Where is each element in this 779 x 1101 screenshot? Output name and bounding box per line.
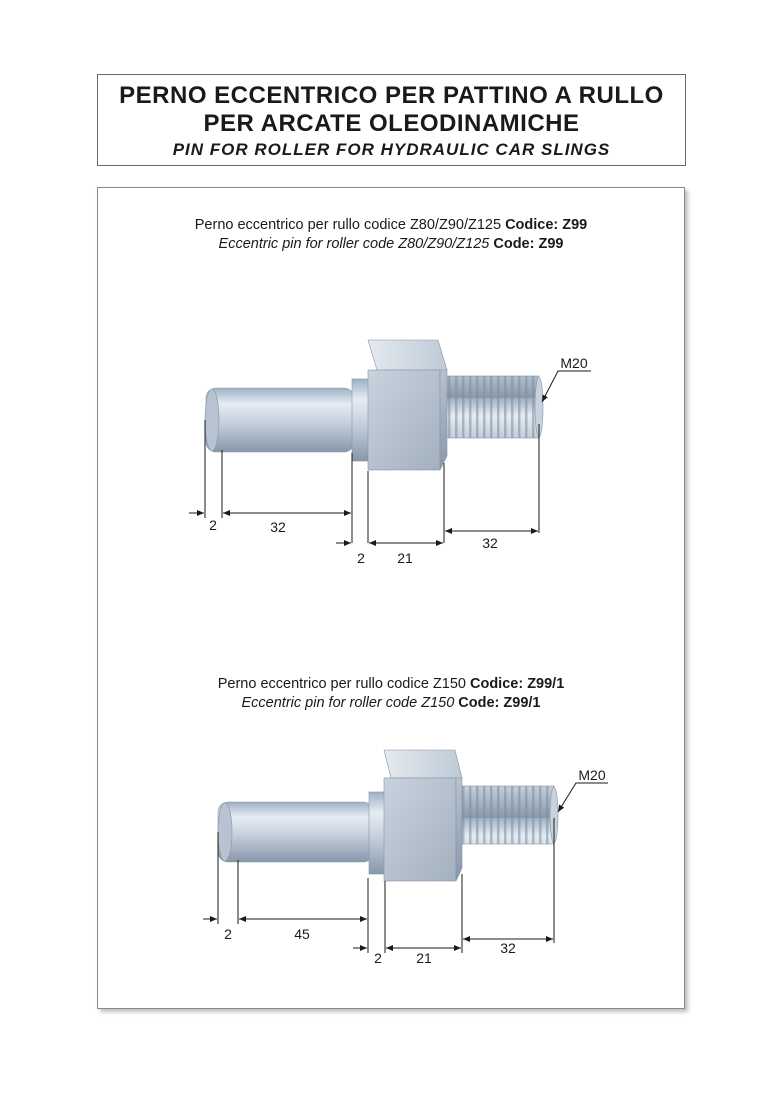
caption-italian-code-2: Codice: Z99/1	[470, 676, 565, 692]
caption-english-code-2: Code: Z99/1	[458, 695, 541, 711]
dim-label-1b: 32	[270, 519, 286, 535]
dim-label-2b: 45	[294, 926, 310, 942]
pin-image-2	[218, 750, 558, 881]
dim-label-2a: 2	[224, 926, 232, 942]
caption-english-text-2: Eccentric pin for roller code Z150	[241, 695, 459, 711]
thread-label-2: M20	[578, 767, 606, 783]
thread-label-1: M20	[560, 355, 588, 371]
dim-label-2d: 21	[416, 950, 432, 966]
title-box	[97, 74, 686, 166]
technical-drawing	[98, 188, 686, 1010]
drawing-panel	[97, 187, 685, 1009]
caption-english-text-1: Eccentric pin for roller code Z80/Z90/Z125	[218, 236, 494, 252]
dim-label-2c: 2	[374, 950, 382, 966]
caption-italian-text-2: Perno eccentrico per rullo codice Z150	[217, 676, 470, 692]
dim-label-1c: 2	[357, 550, 365, 566]
dim-label-1a: 2	[209, 517, 217, 533]
caption-english-code-1: Code: Z99	[493, 236, 564, 252]
title-line-3: PIN FOR ROLLER FOR HYDRAULIC CAR SLINGS	[172, 140, 611, 159]
title-line-1: PERNO ECCENTRICO PER PATTINO A RULLO	[119, 82, 664, 109]
dim-label-1e: 32	[482, 535, 498, 551]
caption-italian-code-1: Codice: Z99	[505, 217, 588, 233]
pin-image-1	[205, 340, 543, 470]
dim-label-1d: 21	[397, 550, 413, 566]
title-line-2: PER ARCATE OLEODINAMICHE	[203, 110, 580, 137]
dim-label-2e: 32	[500, 940, 516, 956]
caption-italian-text-1: Perno eccentrico per rullo codice Z80/Z90/Z125	[194, 217, 506, 233]
